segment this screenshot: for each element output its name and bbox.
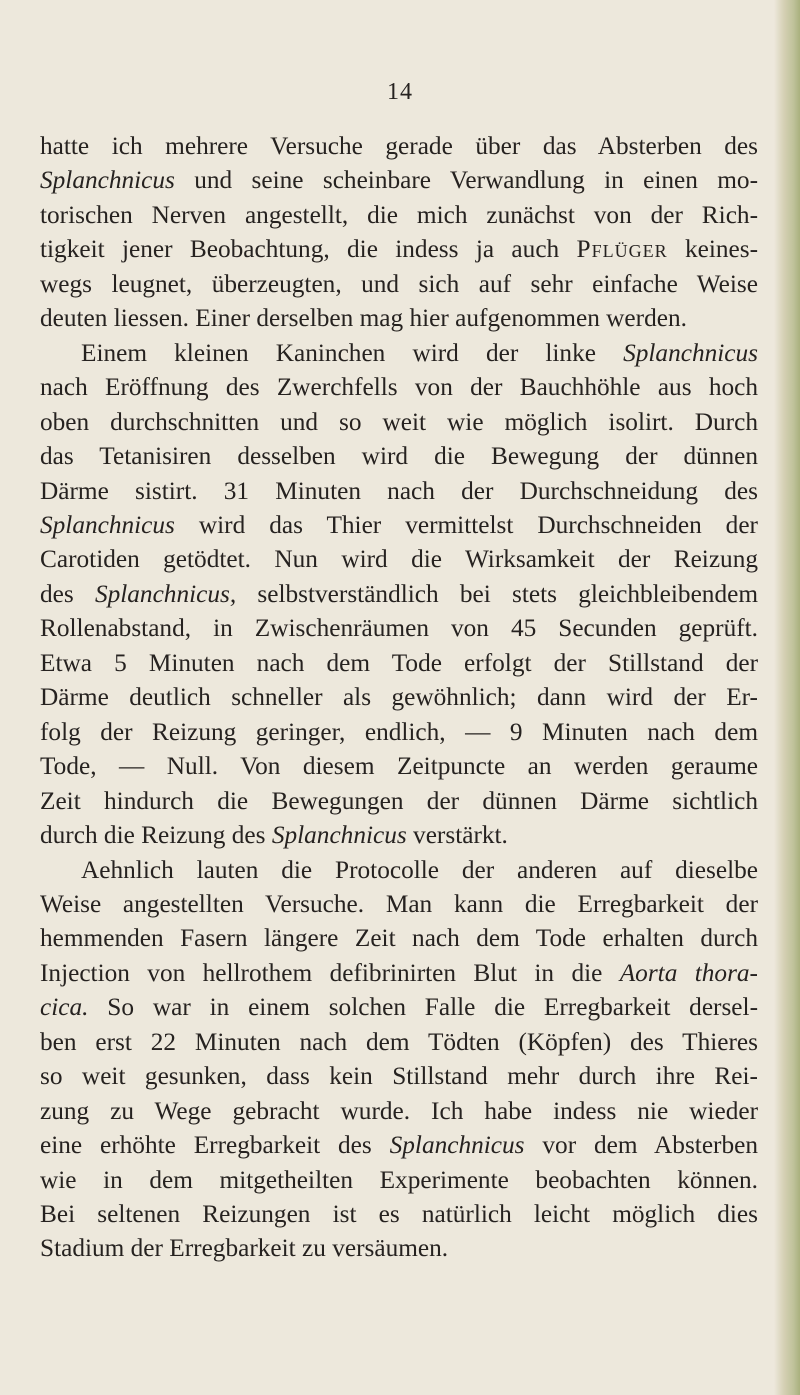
text-line — [40, 990, 758, 1024]
text-fragment: Därme sistirt. 31 Minuten nach der Durchschneidung des — [40, 476, 758, 505]
text-line — [40, 163, 758, 197]
italic-term: Splanchnicus — [40, 511, 175, 539]
text-fragment: durch die Reizung des — [40, 821, 272, 849]
text-fragment: Stadium der Erregbarkeit zu versäumen. — [40, 1234, 449, 1263]
text-fragment: keines- — [667, 235, 758, 264]
text-line — [81, 853, 758, 887]
text-fragment: wie in dem mitgetheilten Experimente beobachten können. — [40, 1165, 758, 1194]
text-line — [40, 1025, 758, 1059]
text-fragment: Injection von hellrothem defibrinirten Blut in die — [40, 958, 620, 987]
page-number: 14 — [387, 79, 413, 105]
text-fragment: wegs leugnet, überzeugten, und sich auf sehr einfache Weise — [40, 269, 758, 298]
text-fragment: Carotiden getödtet. Nun wird die Wirksamkeit der Reizung — [40, 545, 758, 574]
text-line — [40, 577, 758, 611]
italic-term: Aorta thora- — [619, 958, 758, 987]
text-fragment: verstärkt. — [406, 821, 508, 849]
text-line — [40, 749, 758, 783]
text-fragment: wird das Thier vermittelst Durchschneiden der — [174, 511, 758, 539]
text-line — [40, 1163, 758, 1197]
text-fragment: ben erst 22 Minuten nach dem Tödten (Köpfen) des Thieres — [40, 1027, 758, 1056]
author-name: Pflüger — [576, 235, 668, 264]
text-line — [40, 1197, 758, 1231]
text-line — [40, 129, 758, 163]
text-fragment: vor dem Absterben — [524, 1131, 758, 1160]
text-line — [40, 474, 758, 508]
text-fragment: Aehnlich lauten die Protocolle der anderen auf dieselbe — [81, 855, 758, 884]
text-line — [40, 956, 758, 990]
text-line — [40, 508, 758, 542]
text-line — [40, 370, 758, 404]
text-fragment: tigkeit jener Beobachtung, die indess ja auch — [40, 235, 577, 264]
text-line — [40, 680, 758, 714]
text-line — [40, 232, 758, 266]
text-fragment: des — [40, 579, 95, 608]
text-fragment: Weise angestellten Versuche. Man kann die Erregbarkeit der — [40, 889, 758, 918]
text-line — [81, 336, 758, 370]
text-fragment: zung zu Wege gebracht wurde. Ich habe indess nie wieder — [40, 1096, 758, 1125]
text-line — [40, 301, 758, 335]
text-fragment: so weit gesunken, dass kein Stillstand mehr durch ihre Rei- — [40, 1062, 758, 1091]
text-fragment: und seine scheinbare Verwandlung in einen mo- — [174, 166, 758, 195]
text-line — [40, 542, 758, 576]
text-fragment: folg der Reizung geringer, endlich, — 9 Minuten nach dem — [40, 717, 758, 746]
text-fragment: oben durchschnitten und so weit wie möglich isolirt. Durch — [40, 407, 758, 436]
text-fragment: Därme deutlich schneller als gewöhnlich; dann wird der Er- — [40, 683, 758, 712]
text-fragment: Einem kleinen Kaninchen wird der linke — [81, 338, 624, 367]
italic-term: Splanchnicus, — [94, 579, 237, 608]
text-fragment: das Tetanisiren desselben wird die Bewegung der dünnen — [40, 442, 758, 471]
text-line — [40, 715, 758, 749]
text-fragment: hemmenden Fasern längere Zeit nach dem Tode erhalten durch — [40, 924, 758, 953]
text-fragment: So war in einem solchen Falle die Erregbarkeit dersel- — [88, 993, 758, 1022]
text-fragment: selbstverständlich bei stets gleichbleibendem — [236, 579, 759, 608]
italic-term: Splanchnicus — [389, 1131, 525, 1160]
text-line — [40, 1231, 758, 1265]
text-fragment: nach Eröffnung des Zwerchfells von der Bauchhöhle aus hoch — [40, 373, 758, 402]
text-line — [40, 439, 758, 473]
text-line — [40, 1128, 758, 1162]
text-fragment: Rollenabstand, in Zwischenräumen von 45 Secunden geprüft. — [40, 614, 758, 643]
text-line — [40, 646, 758, 680]
text-fragment: hatte ich mehrere Versuche gerade über das Absterben des — [40, 132, 758, 160]
text-line — [40, 267, 758, 301]
text-line — [40, 887, 758, 921]
text-fragment: Tode, — Null. Von diesem Zeitpuncte an werden geraume — [40, 752, 758, 781]
text-fragment: eine erhöhte Erregbarkeit des — [40, 1131, 390, 1160]
text-line — [40, 784, 758, 818]
text-fragment: Zeit hindurch die Bewegungen der dünnen Därme sichtlich — [40, 786, 758, 815]
text-line — [40, 818, 758, 852]
italic-term: Splanchnicus — [40, 166, 175, 195]
text-fragment: torischen Nerven angestellt, die mich zunächst von der Rich- — [40, 200, 758, 229]
text-line — [40, 1059, 758, 1093]
text-fragment: Bei seltenen Reizungen ist es natürlich leicht möglich dies — [40, 1200, 758, 1228]
italic-term: cica. — [40, 993, 89, 1022]
text-fragment: deuten liessen. Einer derselben mag hier aufgenommen werden. — [40, 304, 687, 333]
page-spine-shadow — [774, 0, 800, 1395]
italic-term: Splanchnicus — [271, 821, 407, 849]
text-line — [40, 921, 758, 955]
italic-term: Splanchnicus — [623, 338, 758, 367]
text-fragment: Etwa 5 Minuten nach dem Tode erfolgt der Stillstand der — [40, 648, 758, 677]
text-line — [40, 611, 758, 645]
text-line — [40, 198, 758, 232]
text-line — [40, 405, 758, 439]
text-line — [40, 1094, 758, 1128]
